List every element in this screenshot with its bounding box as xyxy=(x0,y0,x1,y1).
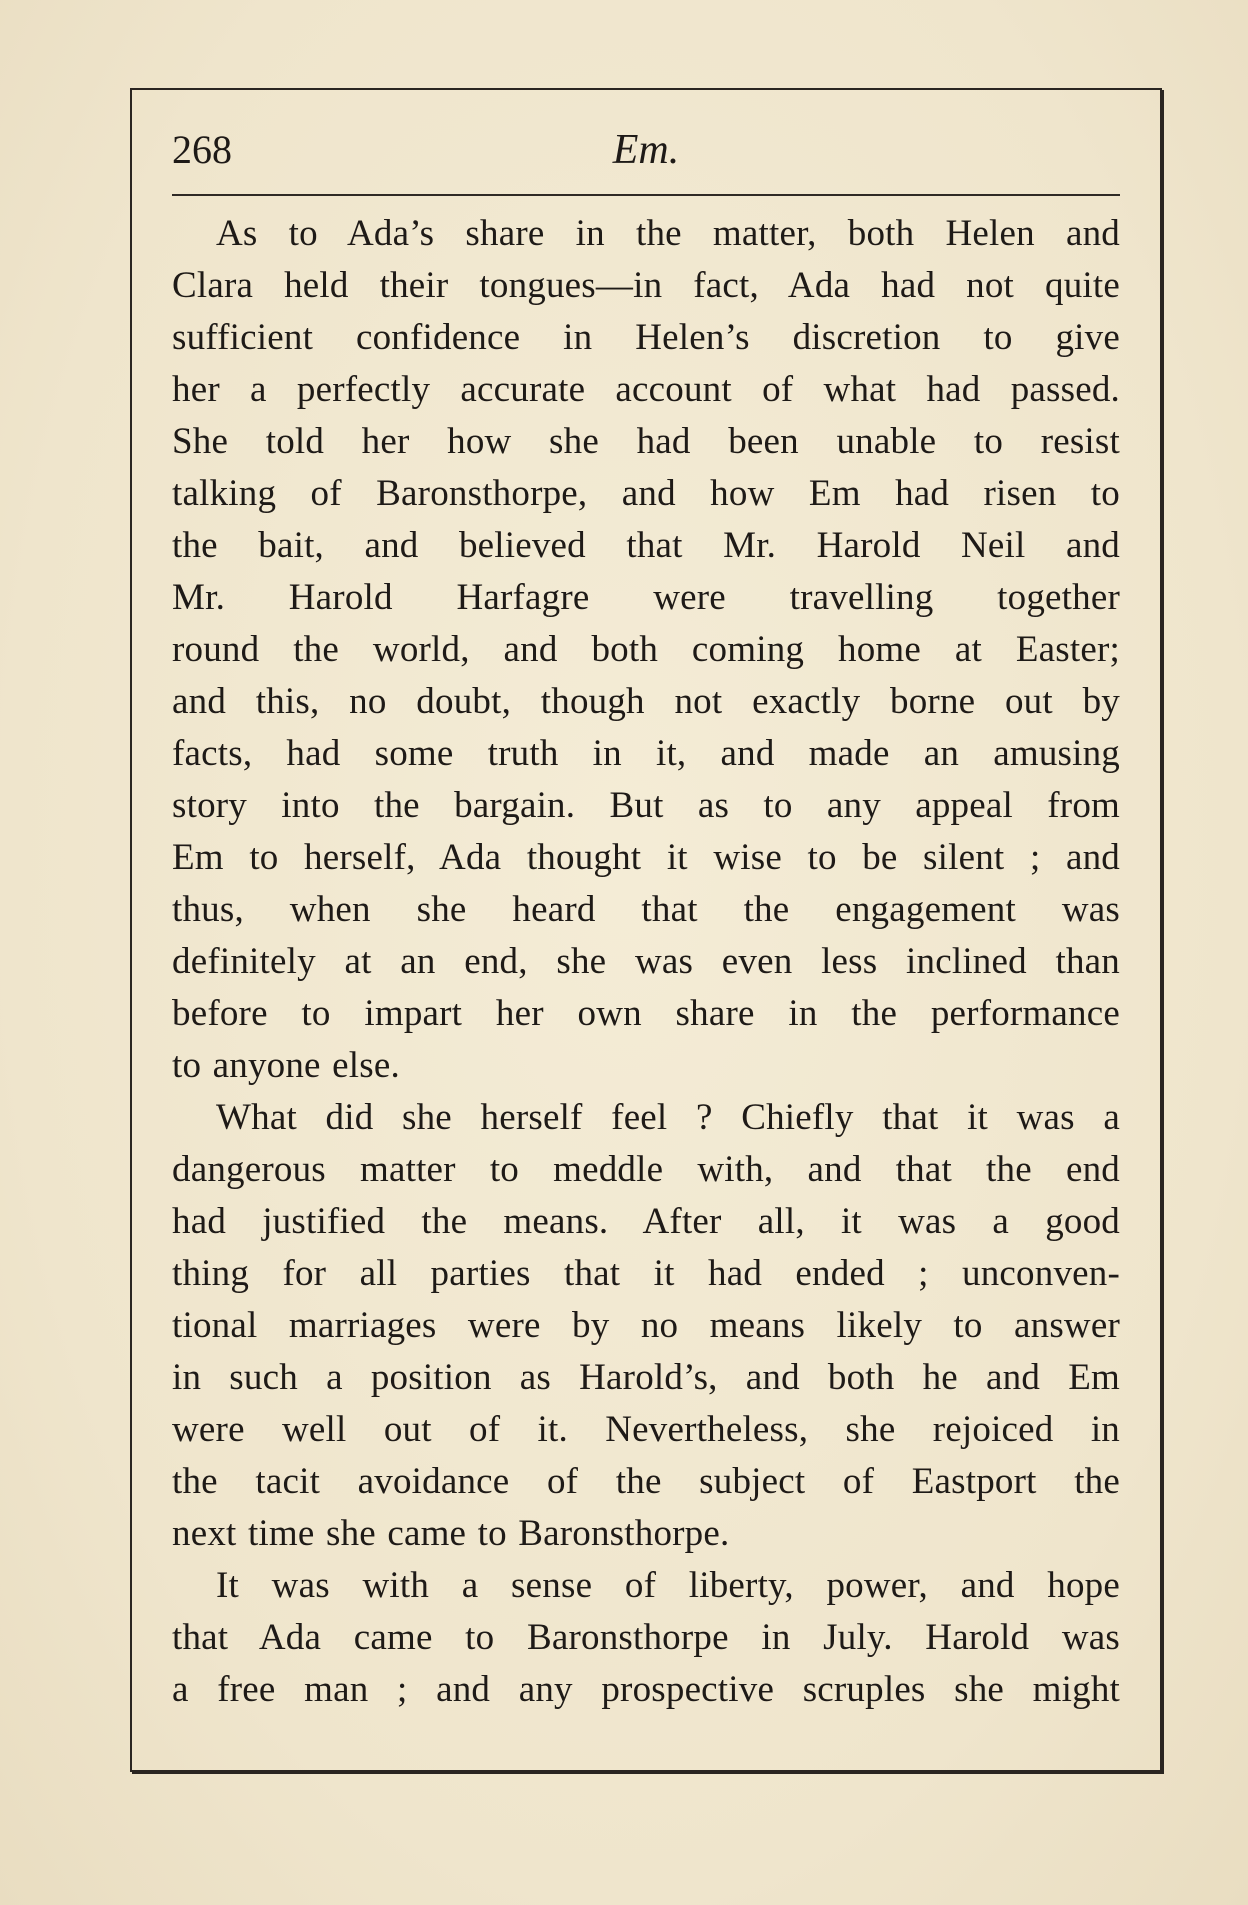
header-rule xyxy=(172,194,1120,196)
text-line: a free man ; and any prospective scruples she might xyxy=(172,1669,1120,1710)
text-line: As to Ada’s share in the matter, both Helen and xyxy=(216,213,1120,254)
page-frame xyxy=(130,88,1162,1772)
page-header xyxy=(172,120,1120,180)
text-line: Clara held their tongues—in fact, Ada had not quite xyxy=(172,265,1120,306)
text-line: and this, no doubt, though not exactly borne out by xyxy=(172,681,1120,722)
text-line: definitely at an end, she was even less inclined than xyxy=(172,941,1120,982)
text-line: Em to herself, Ada thought it wise to be silent ; and xyxy=(172,837,1120,878)
text-line: that Ada came to Baronsthorpe in July. Harold was xyxy=(172,1617,1120,1658)
body-text xyxy=(172,208,1120,1716)
text-line: next time she came to Baronsthorpe. xyxy=(172,1513,730,1554)
text-line: the tacit avoidance of the subject of Eastport the xyxy=(172,1461,1120,1502)
page-number: 268 xyxy=(172,127,232,172)
text-line: tional marriages were by no means likely to answer xyxy=(172,1305,1120,1346)
text-line: sufficient confidence in Helen’s discretion to give xyxy=(172,317,1120,358)
text-line: It was with a sense of liberty, power, and hope xyxy=(216,1565,1120,1606)
text-line: story into the bargain. But as to any appeal from xyxy=(172,785,1120,826)
running-title: Em. xyxy=(612,127,680,173)
text-line: before to impart her own share in the performance xyxy=(172,993,1120,1034)
text-line: the bait, and believed that Mr. Harold Neil and xyxy=(172,525,1120,566)
text-line: dangerous matter to meddle with, and that the end xyxy=(172,1149,1120,1190)
text-line: her a perfectly accurate account of what had passed. xyxy=(172,369,1120,410)
text-line: round the world, and both coming home at Easter; xyxy=(172,629,1120,670)
text-line: thus, when she heard that the engagement was xyxy=(172,889,1120,930)
text-line: Mr. Harold Harfagre were travelling together xyxy=(172,577,1120,618)
text-line: in such a position as Harold’s, and both he and Em xyxy=(172,1357,1120,1398)
text-line: facts, had some truth in it, and made an amusing xyxy=(172,733,1120,774)
text-line: to anyone else. xyxy=(172,1045,400,1086)
text-line: What did she herself feel ? Chiefly that it was a xyxy=(216,1097,1120,1138)
text-line: were well out of it. Nevertheless, she rejoiced in xyxy=(172,1409,1120,1450)
text-line: talking of Baronsthorpe, and how Em had risen to xyxy=(172,473,1120,514)
text-line: She told her how she had been unable to resist xyxy=(172,421,1120,462)
text-line: had justified the means. After all, it was a good xyxy=(172,1201,1120,1242)
text-line: thing for all parties that it had ended ; unconven- xyxy=(172,1253,1120,1294)
